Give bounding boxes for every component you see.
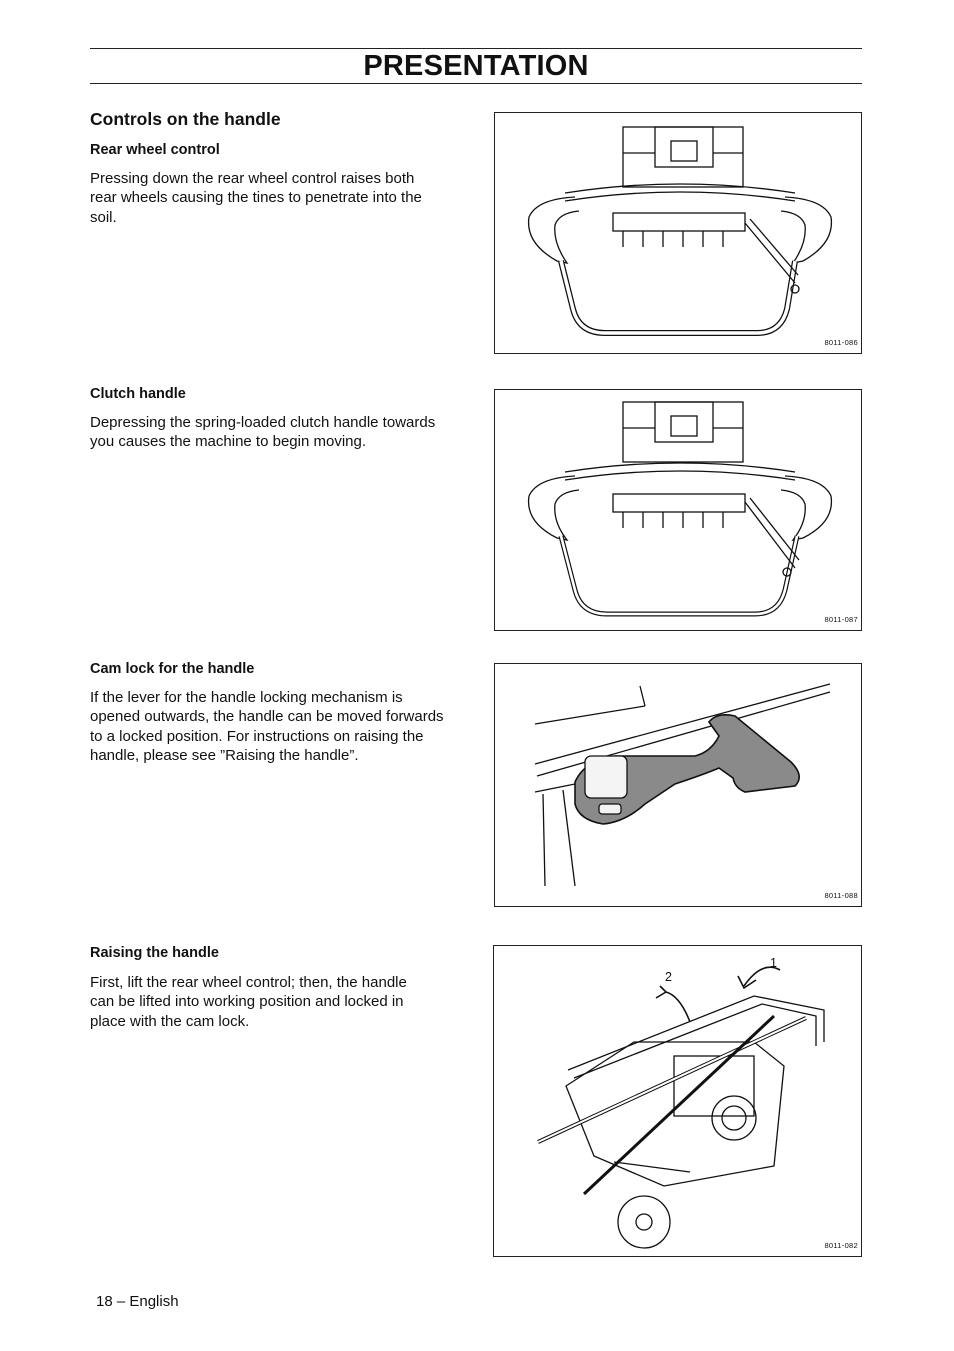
text-line: If the lever for the handle locking mechanism is [90, 689, 403, 706]
text-line: opened outwards, the handle can be moved forwards [90, 708, 444, 726]
raising-handle-heading: Raising the handle [90, 945, 219, 961]
raising-handle-text [90, 973, 465, 1031]
callout-2: 2 [665, 970, 672, 984]
handle-illustration [495, 390, 861, 630]
text-line: place with the cam lock. [90, 1012, 250, 1030]
clutch-handle-text [90, 413, 465, 452]
handle-illustration [495, 113, 861, 353]
page-title: PRESENTATION [363, 50, 589, 82]
cam-lock-illustration [495, 664, 861, 906]
text-line: rear wheels causing the tines to penetrate into the [90, 189, 422, 207]
text-line: you causes the machine to begin moving. [90, 433, 366, 451]
text-line: First, lift the rear wheel control; then, the handle [90, 974, 407, 991]
header-bottom-rule [90, 83, 862, 84]
text-line: Pressing down the rear wheel control raises both [90, 170, 415, 187]
text-line: to a locked position. For instructions on raising the [90, 727, 424, 745]
text-line: handle, please see ”Raising the handle”. [90, 747, 359, 765]
section-heading: Controls on the handle [90, 109, 281, 129]
rear-wheel-control-text [90, 169, 465, 227]
callout-1: 1 [770, 956, 777, 970]
text-line: soil. [90, 208, 117, 226]
figure-clutch-handle [494, 389, 862, 631]
figure-code: 8011-088 [824, 891, 858, 900]
figure-code: 8011-087 [824, 615, 858, 624]
text-line: can be lifted into working position and locked in [90, 993, 404, 1011]
figure-cam-lock [494, 663, 862, 907]
figure-code: 8011-086 [824, 338, 858, 347]
clutch-handle-heading: Clutch handle [90, 386, 186, 402]
cam-lock-text [90, 688, 465, 766]
figure-rear-wheel-control [494, 112, 862, 354]
cam-lock-heading: Cam lock for the handle [90, 661, 255, 677]
raising-handle-illustration [494, 946, 861, 1256]
rear-wheel-control-heading: Rear wheel control [90, 142, 220, 158]
figure-code: 8011-082 [824, 1241, 858, 1250]
figure-raising-handle [493, 945, 862, 1257]
text-line: Depressing the spring-loaded clutch handle towards [90, 414, 436, 431]
page-footer: 18 – English [96, 1293, 179, 1310]
